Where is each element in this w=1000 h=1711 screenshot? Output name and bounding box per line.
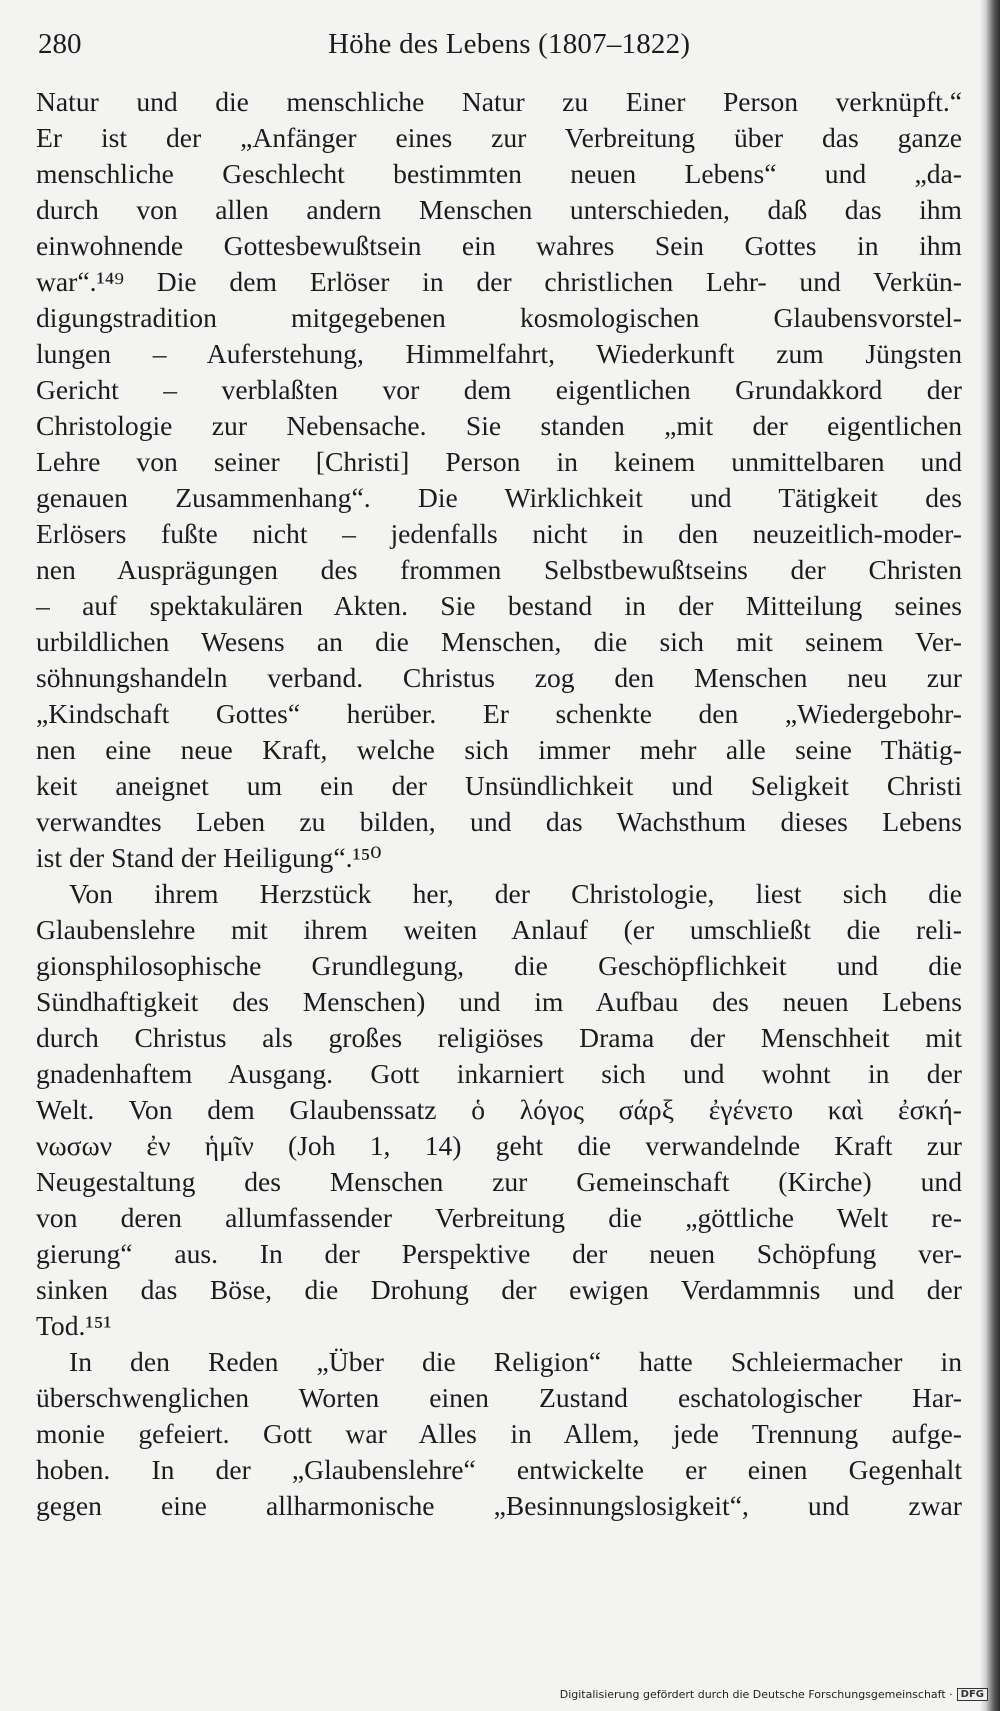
paragraph-end-line: Tod.¹⁵¹: [36, 1310, 112, 1341]
text-line: – auf spektakulären Akten. Sie bestand in der Mitteilung seines: [36, 590, 962, 621]
paragraph-end-line: ist der Stand der Heiligung“.¹⁵⁰: [36, 842, 382, 873]
text-line: söhnungshandeln verband. Christus zog den Menschen neu zur: [36, 662, 962, 693]
paragraph-start-line: Von ihrem Herzstück her, der Christologie, liest sich die: [69, 878, 962, 909]
dfg-logo: DFG: [957, 1688, 988, 1701]
text-line: gegen eine allharmonische „Besinnungslosigkeit“, und zwar: [36, 1490, 962, 1521]
text-line: Christologie zur Nebensache. Sie standen „mit der eigentlichen: [36, 410, 962, 441]
text-line: gnadenhaftem Ausgang. Gott inkarniert sich und wohnt in der: [36, 1058, 962, 1089]
text-line: nen eine neue Kraft, welche sich immer mehr alle seine Thätig-: [36, 734, 962, 765]
text-line: Erlösers fußte nicht – jedenfalls nicht in den neuzeitlich-moder-: [36, 518, 962, 549]
text-line: durch Christus als großes religiöses Drama der Menschheit mit: [36, 1022, 962, 1053]
text-line: lungen – Auferstehung, Himmelfahrt, Wiederkunft zum Jüngsten: [36, 338, 962, 369]
page-header: [38, 22, 958, 66]
digitization-footer: [560, 1688, 988, 1701]
text-line: Welt. Von dem Glaubenssatz ὁ λόγος σάρξ ἐγένετο καὶ ἐσκή-: [36, 1094, 962, 1125]
body-text: [36, 84, 962, 1524]
text-line: „Kindschaft Gottes“ herüber. Er schenkte den „Wiedergebohr-: [36, 698, 962, 729]
text-line: Er ist der „Anfänger eines zur Verbreitung über das ganze: [36, 122, 962, 153]
page-number: 280: [38, 28, 82, 60]
text-line: Glaubenslehre mit ihrem weiten Anlauf (er umschließt die reli-: [36, 914, 962, 945]
text-line: monie gefeiert. Gott war Alles in Allem, jede Trennung aufge-: [36, 1418, 962, 1449]
text-line: Lehre von seiner [Christi] Person in keinem unmittelbaren und: [36, 446, 962, 477]
text-line: νωσων ἐν ἡμῖν (Joh 1, 14) geht die verwandelnde Kraft zur: [36, 1130, 962, 1161]
text-line: keit aneignet um ein der Unsündlichkeit und Seligkeit Christi: [36, 770, 962, 801]
text-line: gierung“ aus. In der Perspektive der neuen Schöpfung ver-: [36, 1238, 962, 1269]
text-line: genauen Zusammenhang“. Die Wirklichkeit und Tätigkeit des: [36, 482, 962, 513]
paragraph-start-line: In den Reden „Über die Religion“ hatte Schleiermacher in: [69, 1346, 962, 1377]
text-line: überschwenglichen Worten einen Zustand eschatologischer Har-: [36, 1382, 962, 1413]
text-line: urbildlichen Wesens an die Menschen, die sich mit seinem Ver-: [36, 626, 962, 657]
text-line: von deren allumfassender Verbreitung die „göttliche Welt re-: [36, 1202, 962, 1233]
text-line: menschliche Geschlecht bestimmten neuen Lebens“ und „da-: [36, 158, 962, 189]
text-line: war“.¹⁴⁹ Die dem Erlöser in der christlichen Lehr- und Verkün-: [36, 266, 962, 297]
text-line: Gericht – verblaßten vor dem eigentlichen Grundakkord der: [36, 374, 962, 405]
footer-text: Digitalisierung gefördert durch die Deutsche Forschungsgemeinschaft ·: [559, 1688, 953, 1701]
text-line: sinken das Böse, die Drohung der ewigen Verdammnis und der: [36, 1274, 962, 1305]
text-line: nen Ausprägungen des frommen Selbstbewußtseins der Christen: [36, 554, 962, 585]
text-line: gionsphilosophische Grundlegung, die Geschöpflichkeit und die: [36, 950, 962, 981]
text-line: Neugestaltung des Menschen zur Gemeinschaft (Kirche) und: [36, 1166, 962, 1197]
text-line: digungstradition mitgegebenen kosmologischen Glaubensvorstel-: [36, 302, 962, 333]
text-line: durch von allen andern Menschen unterschieden, daß das ihm: [36, 194, 962, 225]
text-line: Sündhaftigkeit des Menschen) und im Aufbau des neuen Lebens: [36, 986, 962, 1017]
text-line: verwandtes Leben zu bilden, und das Wachsthum dieses Lebens: [36, 806, 962, 837]
text-line: Natur und die menschliche Natur zu Einer Person verknüpft.“: [36, 86, 962, 117]
text-line: hoben. In der „Glaubenslehre“ entwickelte er einen Gegenhalt: [36, 1454, 962, 1485]
text-line: einwohnende Gottesbewußtsein ein wahres Sein Gottes in ihm: [36, 230, 962, 261]
running-title: Höhe des Lebens (1807–1822): [328, 28, 691, 60]
book-spine-shadow: [980, 0, 1000, 1711]
